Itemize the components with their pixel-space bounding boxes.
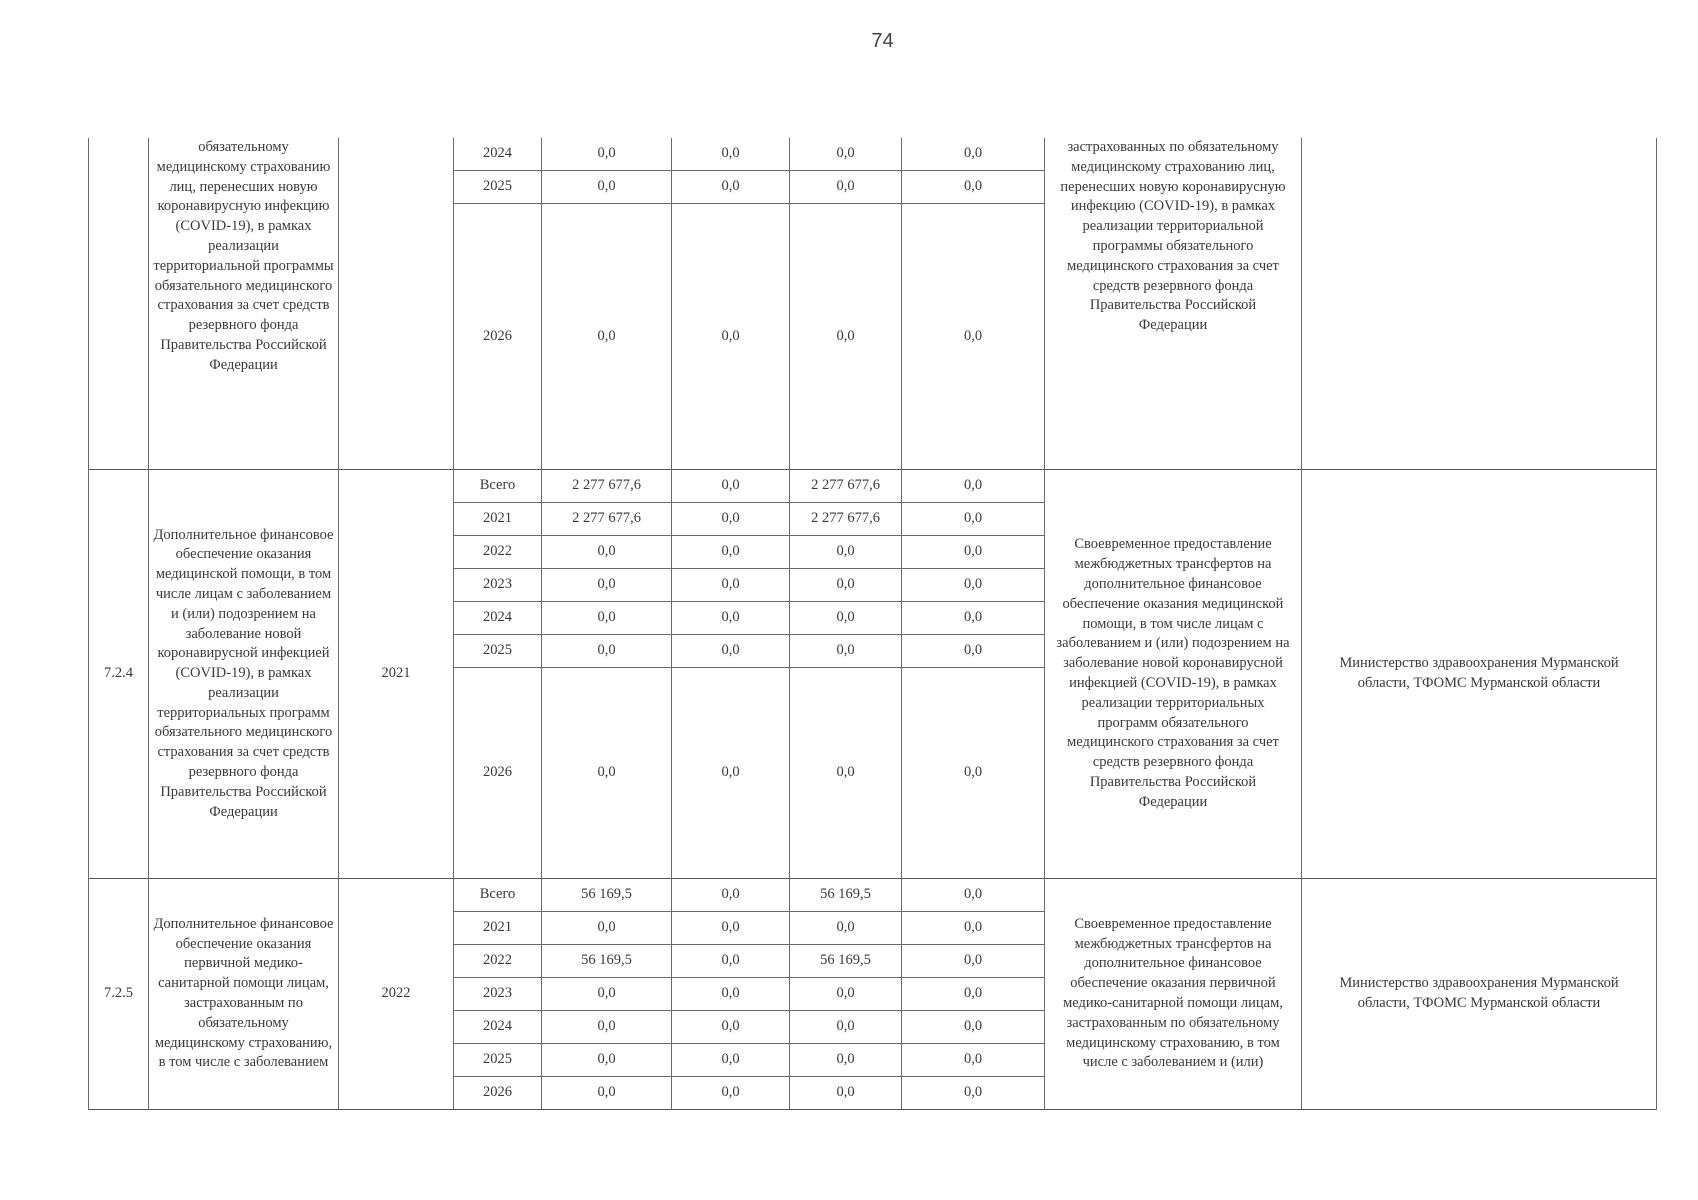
expected-result: Своевременное предоставление межбюджетных трансфертов на дополнительное финансовое обеспечение оказания первичной медико-санитарной помощи лицам, застрахованным по обязательному медицинскому страхованию, в том числе с заболеванием и (или) [1045,879,1302,1110]
period-label: 2025 [454,171,542,204]
other-amount: 0,0 [902,602,1045,635]
total-amount: 0,0 [542,536,672,569]
federal-amount: 0,0 [672,1077,790,1110]
federal-amount: 0,0 [672,1011,790,1044]
other-amount: 0,0 [902,912,1045,945]
period-label: Всего [454,879,542,912]
measure-name: Дополнительное финансовое обеспечение оказания первичной медико-санитарной помощи лицам, застрахованным по обязательному медицинскому страхованию, в том числе с заболеванием [149,879,339,1110]
total-amount: 0,0 [542,569,672,602]
federal-amount: 0,0 [672,1044,790,1077]
federal-amount: 0,0 [672,536,790,569]
other-amount: 0,0 [902,668,1045,879]
period-label: 2024 [454,602,542,635]
total-amount: 2 277 677,6 [542,503,672,536]
regional-amount: 0,0 [790,171,902,204]
table-body [89,138,1657,1110]
finance-row [89,470,1657,503]
period-label: 2025 [454,1044,542,1077]
finance-row [89,879,1657,912]
measure-name: обязательному медицинскому страхованию лиц, перенесших новую коронавирусную инфекцию (COVID-19), в рамках реализации территориальной программы обязательного медицинского страхования за счет средств резервного фонда Правительства Российской Федерации [149,138,339,470]
federal-amount: 0,0 [672,138,790,171]
other-amount: 0,0 [902,470,1045,503]
federal-amount: 0,0 [672,204,790,470]
regional-amount: 0,0 [790,602,902,635]
period-label: 2023 [454,569,542,602]
total-amount: 56 169,5 [542,879,672,912]
regional-amount: 2 277 677,6 [790,470,902,503]
regional-amount: 0,0 [790,668,902,879]
finance-row [89,138,1657,171]
federal-amount: 0,0 [672,635,790,668]
period-label: 2024 [454,1011,542,1044]
row-number [89,138,149,470]
period-label: 2025 [454,635,542,668]
other-amount: 0,0 [902,945,1045,978]
other-amount: 0,0 [902,635,1045,668]
responsible-executor: Министерство здравоохранения Мурманской области, ТФОМС Мурманской области [1302,879,1657,1110]
other-amount: 0,0 [902,536,1045,569]
period-label: 2022 [454,945,542,978]
period-label: 2026 [454,668,542,879]
other-amount: 0,0 [902,171,1045,204]
completion-year [339,138,454,470]
federal-amount: 0,0 [672,879,790,912]
row-number: 7.2.5 [89,879,149,1110]
total-amount: 0,0 [542,668,672,879]
federal-amount: 0,0 [672,470,790,503]
regional-amount: 0,0 [790,912,902,945]
program-table-sheet [88,138,1657,1110]
total-amount: 0,0 [542,978,672,1011]
page-number: 74 [871,30,894,52]
regional-amount: 2 277 677,6 [790,503,902,536]
regional-amount: 0,0 [790,569,902,602]
regional-amount: 0,0 [790,1044,902,1077]
regional-amount: 0,0 [790,138,902,171]
regional-amount: 0,0 [790,635,902,668]
budget-table [88,138,1657,1110]
other-amount: 0,0 [902,503,1045,536]
regional-amount: 0,0 [790,204,902,470]
measure-name: Дополнительное финансовое обеспечение оказания медицинской помощи, в том числе лицам с заболеванием и (или) подозрением на заболевание новой коронавирусной инфекцией (COVID-19), в рамках реализации территориальных программ обязательного медицинского страхования за счет средств резервного фонда Правительства Российской Федерации [149,470,339,879]
other-amount: 0,0 [902,204,1045,470]
other-amount: 0,0 [902,1077,1045,1110]
total-amount: 2 277 677,6 [542,470,672,503]
total-amount: 0,0 [542,1077,672,1110]
other-amount: 0,0 [902,138,1045,171]
total-amount: 0,0 [542,602,672,635]
period-label: 2023 [454,978,542,1011]
total-amount: 0,0 [542,635,672,668]
regional-amount: 0,0 [790,1011,902,1044]
regional-amount: 56 169,5 [790,945,902,978]
total-amount: 0,0 [542,912,672,945]
row-number: 7.2.4 [89,470,149,879]
other-amount: 0,0 [902,1044,1045,1077]
federal-amount: 0,0 [672,668,790,879]
federal-amount: 0,0 [672,569,790,602]
period-label: 2026 [454,1077,542,1110]
federal-amount: 0,0 [672,602,790,635]
federal-amount: 0,0 [672,171,790,204]
expected-result: застрахованных по обязательному медицинскому страхованию лиц, перенесших новую коронавирусную инфекцию (COVID-19), в рамках реализации территориальной программы обязательного медицинского страхования за счет средств резервного фонда Правительства Российской Федерации [1045,138,1302,470]
other-amount: 0,0 [902,569,1045,602]
other-amount: 0,0 [902,879,1045,912]
regional-amount: 0,0 [790,978,902,1011]
federal-amount: 0,0 [672,945,790,978]
regional-amount: 0,0 [790,536,902,569]
period-label: 2021 [454,503,542,536]
total-amount: 0,0 [542,204,672,470]
period-label: Всего [454,470,542,503]
period-label: 2024 [454,138,542,171]
responsible-executor: Министерство здравоохранения Мурманской области, ТФОМС Мурманской области [1302,470,1657,879]
regional-amount: 56 169,5 [790,879,902,912]
other-amount: 0,0 [902,1011,1045,1044]
period-label: 2026 [454,204,542,470]
responsible-executor [1302,138,1657,470]
total-amount: 0,0 [542,1011,672,1044]
regional-amount: 0,0 [790,1077,902,1110]
completion-year: 2021 [339,470,454,879]
period-label: 2022 [454,536,542,569]
total-amount: 0,0 [542,1044,672,1077]
total-amount: 0,0 [542,138,672,171]
other-amount: 0,0 [902,978,1045,1011]
federal-amount: 0,0 [672,503,790,536]
period-label: 2021 [454,912,542,945]
federal-amount: 0,0 [672,978,790,1011]
expected-result: Своевременное предоставление межбюджетных трансфертов на дополнительное финансовое обеспечение оказания медицинской помощи, в том числе лицам с заболеванием и (или) подозрением на заболевание новой коронавирусной инфекцией (COVID-19), в рамках реализации территориальных программ обязательного медицинского страхования за счет средств резервного фонда Правительства Российской Федерации [1045,470,1302,879]
total-amount: 0,0 [542,171,672,204]
federal-amount: 0,0 [672,912,790,945]
total-amount: 56 169,5 [542,945,672,978]
completion-year: 2022 [339,879,454,1110]
